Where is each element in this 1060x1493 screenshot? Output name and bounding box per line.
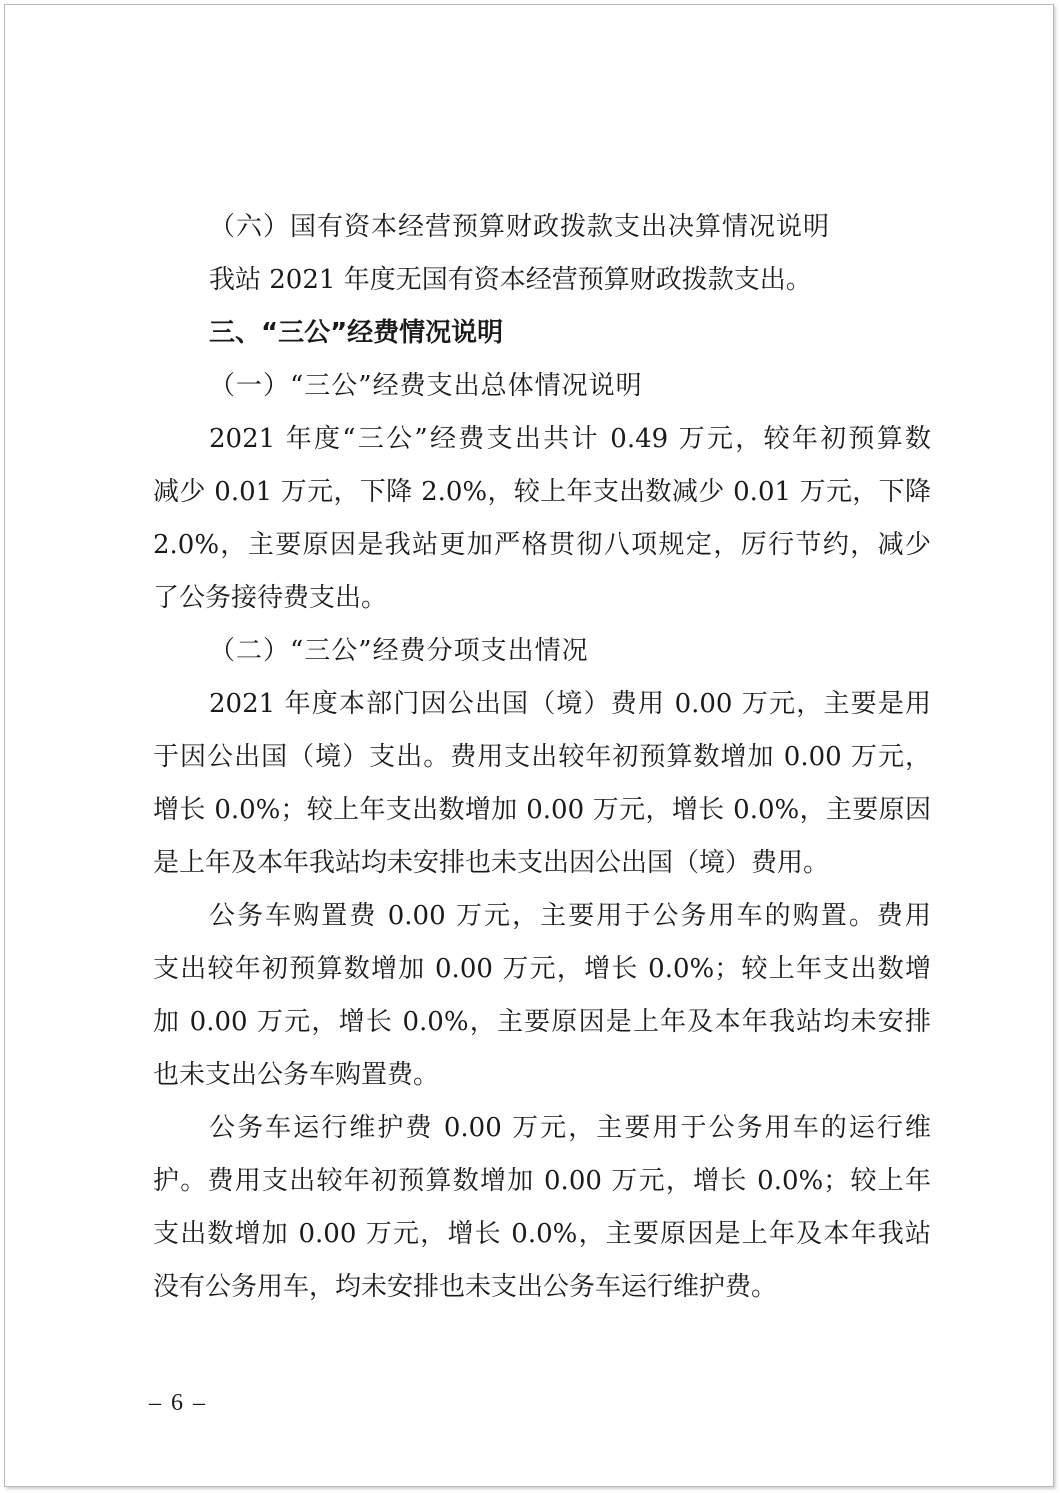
paragraph-line: 了公务接待费支出。: [153, 583, 388, 613]
paragraph-line: 2021 年度本部门因公出国（境）费用 0.00 万元，主要是用: [209, 689, 931, 719]
paragraph-line: 没有公务用车，均未安排也未支出公务车运行维护费。: [153, 1272, 778, 1302]
sub-1-heading: （一）“三公”经费支出总体情况说明: [209, 371, 643, 401]
paragraph-line: 公务车运行维护费 0.00 万元，主要用于公务用车的运行维: [209, 1113, 931, 1143]
paragraph-line: 也未支出公务车购置费。: [153, 1060, 440, 1090]
document-page: [4, 4, 1054, 1487]
paragraph-line: 2.0%，主要原因是我站更加严格贯彻八项规定，厉行节约，减少: [153, 530, 931, 560]
paragraph-line: 增长 0.0%；较上年支出数增加 0.00 万元，增长 0.0%，主要原因: [153, 795, 931, 825]
paragraph-line: 加 0.00 万元，增长 0.0%，主要原因是上年及本年我站均未安排: [153, 1007, 931, 1037]
paragraph-line: 2021 年度“三公”经费支出共计 0.49 万元，较年初预算数: [209, 424, 931, 454]
page-number: – 6 –: [149, 1390, 207, 1416]
paragraph-line: 支出数增加 0.00 万元，增长 0.0%，主要原因是上年及本年我站: [153, 1219, 931, 1249]
paragraph-line: 支出较年初预算数增加 0.00 万元，增长 0.0%；较上年支出数增: [153, 954, 931, 984]
paragraph-line: 于因公出国（境）支出。费用支出较年初预算数增加 0.00 万元，: [153, 742, 931, 772]
part-3-heading: 三、“三公”经费情况说明: [209, 318, 504, 348]
sub-2-heading: （二）“三公”经费分项支出情况: [209, 636, 589, 666]
paragraph-line: 公务车购置费 0.00 万元，主要用于公务用车的购置。费用: [209, 901, 931, 931]
paragraph-line: 护。费用支出较年初预算数增加 0.00 万元，增长 0.0%；较上年: [153, 1166, 931, 1196]
section-6-heading: （六）国有资本经营预算财政拨款支出决算情况说明: [209, 212, 831, 242]
paragraph-line: 是上年及本年我站均未安排也未支出因公出国（境）费用。: [153, 848, 830, 878]
paragraph-line: 减少 0.01 万元，下降 2.0%，较上年支出数减少 0.01 万元，下降: [153, 477, 931, 507]
document-body: [153, 201, 931, 1314]
section-6-body: 我站 2021 年度无国有资本经营预算财政拨款支出。: [209, 265, 812, 295]
